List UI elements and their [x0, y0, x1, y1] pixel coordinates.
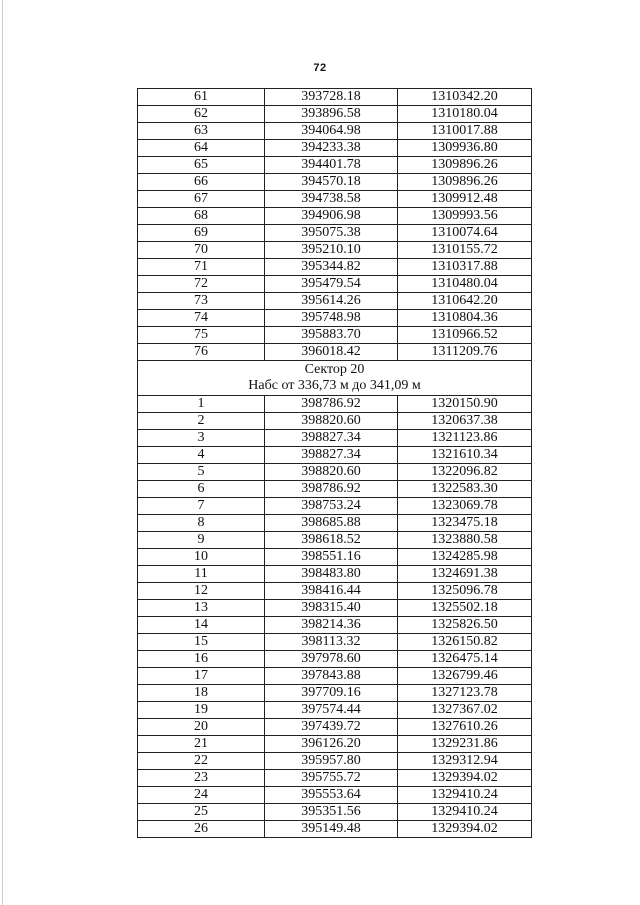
y-coordinate-cell: 1321123.86: [398, 430, 532, 447]
x-coordinate-cell: 398820.60: [265, 464, 398, 481]
point-number-cell: 14: [138, 617, 265, 634]
y-coordinate-cell: 1310074.64: [398, 225, 532, 242]
x-coordinate-cell: 398113.32: [265, 634, 398, 651]
point-number-cell: 16: [138, 651, 265, 668]
y-coordinate-cell: 1325502.18: [398, 600, 532, 617]
x-coordinate-cell: 396018.42: [265, 344, 398, 361]
x-coordinate-cell: 398786.92: [265, 481, 398, 498]
table-row: [138, 498, 532, 515]
x-coordinate-cell: 396126.20: [265, 736, 398, 753]
x-coordinate-cell: 397439.72: [265, 719, 398, 736]
y-coordinate-cell: 1325826.50: [398, 617, 532, 634]
y-coordinate-cell: 1310180.04: [398, 106, 532, 123]
y-coordinate-cell: 1325096.78: [398, 583, 532, 600]
table-row: [138, 804, 532, 821]
table-row: [138, 464, 532, 481]
point-number-cell: 62: [138, 106, 265, 123]
point-number-cell: 4: [138, 447, 265, 464]
x-coordinate-cell: 395614.26: [265, 293, 398, 310]
y-coordinate-cell: 1309936.80: [398, 140, 532, 157]
table-row: [138, 123, 532, 140]
point-number-cell: 61: [138, 89, 265, 106]
y-coordinate-cell: 1327367.02: [398, 702, 532, 719]
point-number-cell: 67: [138, 191, 265, 208]
table-row: [138, 736, 532, 753]
y-coordinate-cell: 1309896.26: [398, 174, 532, 191]
x-coordinate-cell: 395553.64: [265, 787, 398, 804]
x-coordinate-cell: 394570.18: [265, 174, 398, 191]
x-coordinate-cell: 398214.36: [265, 617, 398, 634]
point-number-cell: 75: [138, 327, 265, 344]
point-number-cell: 74: [138, 310, 265, 327]
x-coordinate-cell: 397574.44: [265, 702, 398, 719]
table-row: [138, 174, 532, 191]
y-coordinate-cell: 1326475.14: [398, 651, 532, 668]
point-number-cell: 76: [138, 344, 265, 361]
x-coordinate-cell: 395479.54: [265, 276, 398, 293]
x-coordinate-cell: 395957.80: [265, 753, 398, 770]
y-coordinate-cell: 1329312.94: [398, 753, 532, 770]
table-row: [138, 583, 532, 600]
table-row: [138, 515, 532, 532]
y-coordinate-cell: 1322583.30: [398, 481, 532, 498]
y-coordinate-cell: 1310317.88: [398, 259, 532, 276]
x-coordinate-cell: 395344.82: [265, 259, 398, 276]
y-coordinate-cell: 1310017.88: [398, 123, 532, 140]
point-number-cell: 19: [138, 702, 265, 719]
table-row: [138, 276, 532, 293]
point-number-cell: 21: [138, 736, 265, 753]
table-row: [138, 566, 532, 583]
table-row: [138, 140, 532, 157]
section-title: Сектор 20: [304, 362, 365, 377]
y-coordinate-cell: 1324285.98: [398, 549, 532, 566]
x-coordinate-cell: 398820.60: [265, 413, 398, 430]
table-row: [138, 787, 532, 804]
table-row: [138, 413, 532, 430]
x-coordinate-cell: 393896.58: [265, 106, 398, 123]
table-row: [138, 481, 532, 498]
x-coordinate-cell: 395748.98: [265, 310, 398, 327]
table-row: [138, 753, 532, 770]
table-row: [138, 634, 532, 651]
table-row: [138, 157, 532, 174]
x-coordinate-cell: 394064.98: [265, 123, 398, 140]
point-number-cell: 7: [138, 498, 265, 515]
y-coordinate-cell: 1323880.58: [398, 532, 532, 549]
y-coordinate-cell: 1320637.38: [398, 413, 532, 430]
x-coordinate-cell: 398618.52: [265, 532, 398, 549]
table-row: [138, 208, 532, 225]
y-coordinate-cell: 1320150.90: [398, 396, 532, 413]
y-coordinate-cell: 1310642.20: [398, 293, 532, 310]
point-number-cell: 13: [138, 600, 265, 617]
y-coordinate-cell: 1323475.18: [398, 515, 532, 532]
x-coordinate-cell: 394906.98: [265, 208, 398, 225]
table-row: [138, 770, 532, 787]
x-coordinate-cell: 394401.78: [265, 157, 398, 174]
point-number-cell: 6: [138, 481, 265, 498]
x-coordinate-cell: 398827.34: [265, 447, 398, 464]
point-number-cell: 22: [138, 753, 265, 770]
y-coordinate-cell: 1310804.36: [398, 310, 532, 327]
y-coordinate-cell: 1329231.86: [398, 736, 532, 753]
y-coordinate-cell: 1309896.26: [398, 157, 532, 174]
table-row: [138, 600, 532, 617]
x-coordinate-cell: 395075.38: [265, 225, 398, 242]
x-coordinate-cell: 397978.60: [265, 651, 398, 668]
y-coordinate-cell: 1311209.76: [398, 344, 532, 361]
point-number-cell: 3: [138, 430, 265, 447]
section-header-row: [138, 361, 532, 396]
y-coordinate-cell: 1329410.24: [398, 804, 532, 821]
point-number-cell: 25: [138, 804, 265, 821]
table-row: [138, 532, 532, 549]
x-coordinate-cell: 398753.24: [265, 498, 398, 515]
x-coordinate-cell: 397843.88: [265, 668, 398, 685]
point-number-cell: 1: [138, 396, 265, 413]
section-subtitle: Набс от 336,73 м до 341,09 м: [248, 378, 421, 393]
section-header-cell: [138, 361, 532, 396]
point-number-cell: 72: [138, 276, 265, 293]
y-coordinate-cell: 1326799.46: [398, 668, 532, 685]
table-row: [138, 259, 532, 276]
y-coordinate-cell: 1329394.02: [398, 770, 532, 787]
table-row: [138, 89, 532, 106]
coordinates-table: [137, 88, 532, 838]
table-row: [138, 685, 532, 702]
point-number-cell: 17: [138, 668, 265, 685]
point-number-cell: 2: [138, 413, 265, 430]
y-coordinate-cell: 1310480.04: [398, 276, 532, 293]
page-edge: [2, 0, 3, 905]
table-row: [138, 344, 532, 361]
x-coordinate-cell: 395149.48: [265, 821, 398, 838]
table-row: [138, 430, 532, 447]
x-coordinate-cell: 394738.58: [265, 191, 398, 208]
y-coordinate-cell: 1326150.82: [398, 634, 532, 651]
point-number-cell: 18: [138, 685, 265, 702]
page-number: 72: [313, 62, 327, 74]
x-coordinate-cell: 398685.88: [265, 515, 398, 532]
point-number-cell: 12: [138, 583, 265, 600]
table-row: [138, 702, 532, 719]
x-coordinate-cell: 395755.72: [265, 770, 398, 787]
x-coordinate-cell: 398483.80: [265, 566, 398, 583]
point-number-cell: 68: [138, 208, 265, 225]
table-row: [138, 191, 532, 208]
table-row: [138, 396, 532, 413]
table-row: [138, 447, 532, 464]
x-coordinate-cell: 394233.38: [265, 140, 398, 157]
y-coordinate-cell: 1324691.38: [398, 566, 532, 583]
point-number-cell: 9: [138, 532, 265, 549]
x-coordinate-cell: 398551.16: [265, 549, 398, 566]
table-row: [138, 327, 532, 344]
y-coordinate-cell: 1309912.48: [398, 191, 532, 208]
y-coordinate-cell: 1327123.78: [398, 685, 532, 702]
point-number-cell: 11: [138, 566, 265, 583]
coordinates-table-body: [138, 89, 532, 838]
point-number-cell: 24: [138, 787, 265, 804]
x-coordinate-cell: 393728.18: [265, 89, 398, 106]
point-number-cell: 70: [138, 242, 265, 259]
table-row: [138, 549, 532, 566]
x-coordinate-cell: 395351.56: [265, 804, 398, 821]
y-coordinate-cell: 1322096.82: [398, 464, 532, 481]
y-coordinate-cell: 1327610.26: [398, 719, 532, 736]
point-number-cell: 8: [138, 515, 265, 532]
table-row: [138, 242, 532, 259]
table-row: [138, 719, 532, 736]
point-number-cell: 71: [138, 259, 265, 276]
y-coordinate-cell: 1329410.24: [398, 787, 532, 804]
table-row: [138, 668, 532, 685]
point-number-cell: 5: [138, 464, 265, 481]
table-row: [138, 225, 532, 242]
table-row: [138, 293, 532, 310]
x-coordinate-cell: 397709.16: [265, 685, 398, 702]
point-number-cell: 65: [138, 157, 265, 174]
y-coordinate-cell: 1310342.20: [398, 89, 532, 106]
y-coordinate-cell: 1310966.52: [398, 327, 532, 344]
table-row: [138, 821, 532, 838]
x-coordinate-cell: 395210.10: [265, 242, 398, 259]
y-coordinate-cell: 1321610.34: [398, 447, 532, 464]
x-coordinate-cell: 398786.92: [265, 396, 398, 413]
point-number-cell: 26: [138, 821, 265, 838]
y-coordinate-cell: 1329394.02: [398, 821, 532, 838]
point-number-cell: 63: [138, 123, 265, 140]
point-number-cell: 20: [138, 719, 265, 736]
point-number-cell: 69: [138, 225, 265, 242]
table-row: [138, 106, 532, 123]
x-coordinate-cell: 398827.34: [265, 430, 398, 447]
table-row: [138, 651, 532, 668]
y-coordinate-cell: 1310155.72: [398, 242, 532, 259]
x-coordinate-cell: 395883.70: [265, 327, 398, 344]
point-number-cell: 64: [138, 140, 265, 157]
point-number-cell: 15: [138, 634, 265, 651]
table-row: [138, 310, 532, 327]
point-number-cell: 73: [138, 293, 265, 310]
point-number-cell: 10: [138, 549, 265, 566]
x-coordinate-cell: 398416.44: [265, 583, 398, 600]
point-number-cell: 23: [138, 770, 265, 787]
y-coordinate-cell: 1309993.56: [398, 208, 532, 225]
y-coordinate-cell: 1323069.78: [398, 498, 532, 515]
x-coordinate-cell: 398315.40: [265, 600, 398, 617]
table-row: [138, 617, 532, 634]
point-number-cell: 66: [138, 174, 265, 191]
